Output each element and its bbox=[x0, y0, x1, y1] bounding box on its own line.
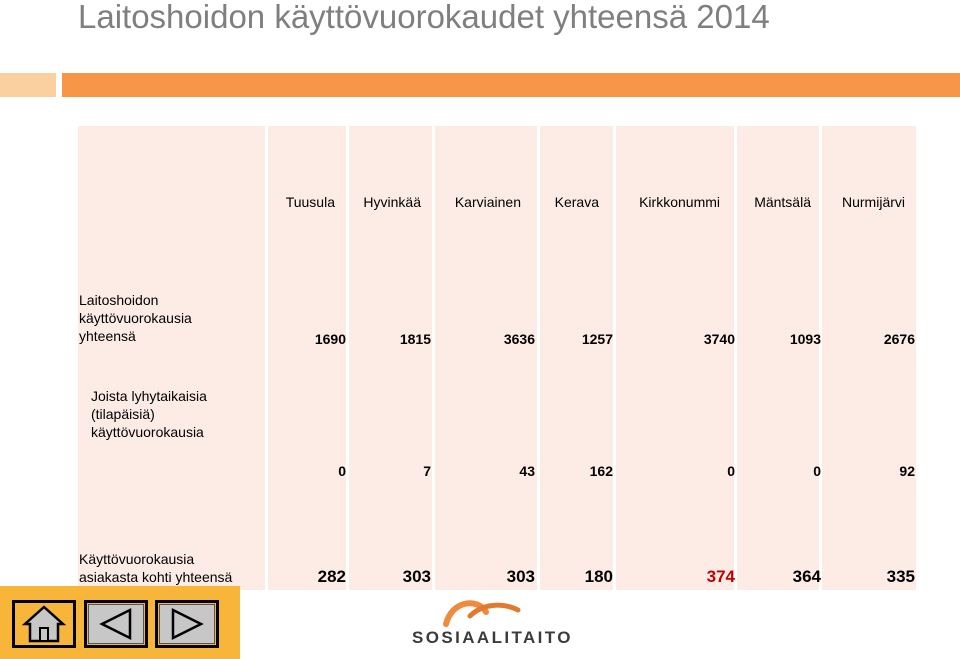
page-title: Laitoshoidon käyttövuorokaudet yhteensä 2014 bbox=[78, 0, 770, 35]
table-cell: 0 bbox=[813, 463, 821, 479]
row-label: Joista lyhytaikaisia (tilapäisiä) käyttövuorokausia bbox=[91, 388, 207, 440]
table-cell: 1815 bbox=[399, 331, 431, 347]
home-icon bbox=[22, 604, 66, 644]
column-header: Kerava bbox=[554, 194, 599, 210]
table-cell: 0 bbox=[727, 463, 735, 479]
table-cell: 43 bbox=[519, 463, 535, 479]
column-header: Karviainen bbox=[454, 194, 521, 210]
accent-bar-light bbox=[0, 73, 56, 97]
row-label: Laitoshoidon käyttövuorokausia yhteensä bbox=[79, 292, 192, 344]
home-button[interactable] bbox=[12, 600, 76, 648]
accent-bar bbox=[62, 73, 960, 97]
column-header: Tuusula bbox=[285, 194, 335, 210]
table-cell: 282 bbox=[317, 567, 346, 586]
table-cell: 303 bbox=[506, 567, 535, 586]
table-cell: 1690 bbox=[314, 331, 346, 347]
table-cell: 364 bbox=[792, 567, 821, 586]
table-cell: 3740 bbox=[703, 331, 735, 347]
table-label-column bbox=[78, 126, 265, 590]
column-header: Hyvinkää bbox=[363, 194, 421, 210]
table-cell: 0 bbox=[338, 463, 346, 479]
table-cell: 303 bbox=[402, 567, 431, 586]
table-cell: 92 bbox=[899, 463, 915, 479]
triangle-right-icon bbox=[167, 607, 207, 641]
previous-button[interactable] bbox=[84, 600, 148, 648]
column-header: Mäntsälä bbox=[754, 194, 811, 210]
table-cell-highlight: 374 bbox=[706, 567, 735, 586]
table-cell: 1257 bbox=[581, 331, 613, 347]
table-cell: 3636 bbox=[503, 331, 535, 347]
logo-text: SOSIAALITAITO bbox=[412, 628, 573, 647]
table-cell: 180 bbox=[584, 567, 613, 586]
column-header: Kirkkonummi bbox=[639, 194, 720, 210]
triangle-left-icon bbox=[96, 607, 136, 641]
column-header: Nurmijärvi bbox=[842, 194, 905, 210]
table-cell: 2676 bbox=[883, 331, 915, 347]
table-cell: 335 bbox=[886, 567, 915, 586]
next-button[interactable] bbox=[155, 600, 219, 648]
row-label: Käyttövuorokausia asiakasta kohti yhteensä bbox=[79, 551, 233, 585]
table-cell: 162 bbox=[589, 463, 613, 479]
table-cell: 7 bbox=[423, 463, 431, 479]
table-cell: 1093 bbox=[789, 331, 821, 347]
